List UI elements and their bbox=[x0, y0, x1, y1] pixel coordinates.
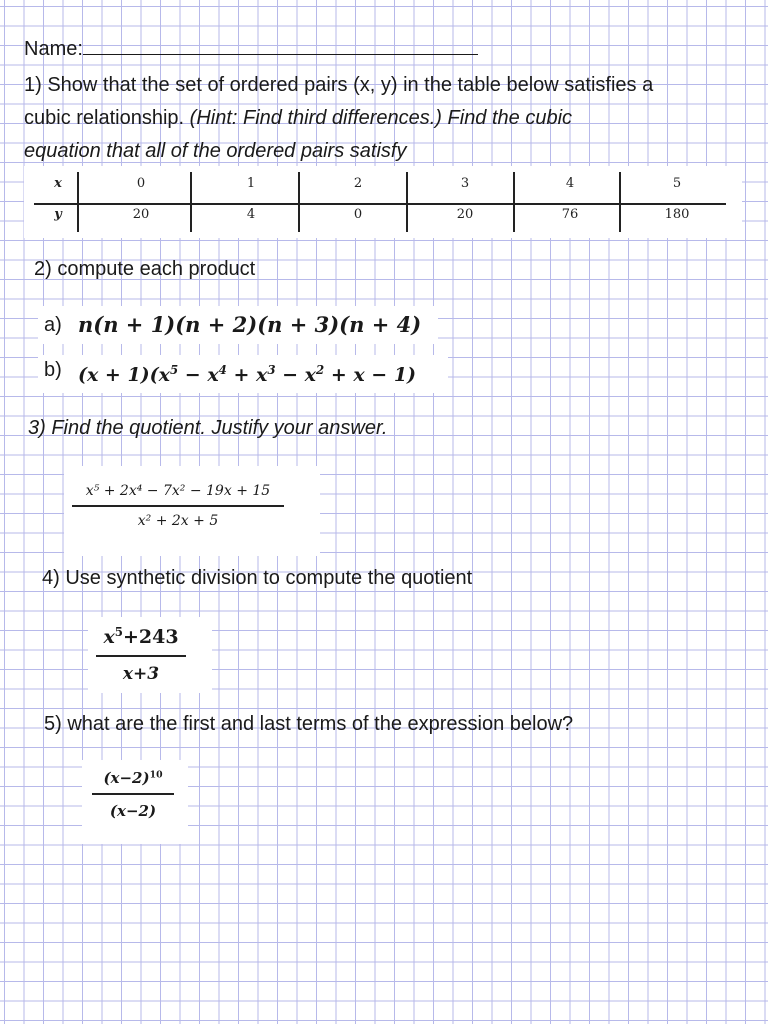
q5-fraction-bar bbox=[92, 793, 174, 795]
q1-hint: (Hint: Find third differences.) Find the cubic bbox=[189, 107, 573, 129]
q2b-exponent: 3 bbox=[267, 362, 276, 377]
q5-fraction bbox=[92, 764, 174, 825]
q2b-label: b) bbox=[44, 359, 62, 381]
table-cell: 0 bbox=[136, 176, 146, 191]
q3-numerator: x⁵ + 2x⁴ − 7x² − 19x + 15 bbox=[85, 483, 271, 499]
table-cell: 2 bbox=[353, 176, 363, 191]
q1-line3: equation that all of the ordered pairs satisfy bbox=[24, 140, 407, 162]
q2a-expression: n(n + 1)(n + 2)(n + 3)(n + 4) bbox=[78, 312, 422, 337]
q2b-expr-part: − x bbox=[178, 364, 219, 386]
q1-line2-plain: cubic relationship. bbox=[24, 107, 185, 129]
q4-numerator bbox=[96, 620, 186, 654]
q2a-label: a) bbox=[44, 314, 62, 336]
q5-exponent: 10 bbox=[149, 769, 163, 781]
q2b-exponent: 5 bbox=[170, 362, 179, 377]
q2b-expr-part: − x bbox=[275, 364, 317, 386]
table-divider-vertical bbox=[513, 172, 515, 232]
q2b-expr-part: + x bbox=[226, 364, 268, 386]
name-blank-line bbox=[83, 32, 478, 55]
name-field bbox=[24, 32, 478, 66]
q5-denominator: (x−2) bbox=[109, 801, 157, 820]
q3-prompt: 3) Find the quotient. Justify your answer. bbox=[28, 417, 388, 439]
table-x-label: x bbox=[54, 176, 62, 191]
q4-fraction bbox=[96, 620, 186, 689]
q5-prompt: 5) what are the first and last terms of the expression below? bbox=[44, 713, 574, 735]
q5-numerator bbox=[92, 764, 174, 792]
q4-prompt: 4) Use synthetic division to compute the quotient bbox=[42, 567, 473, 589]
q3-denominator: x² + 2x + 5 bbox=[137, 512, 219, 529]
table-cell: 1 bbox=[246, 176, 256, 191]
xy-table bbox=[24, 166, 742, 238]
q2b-expression bbox=[78, 358, 416, 392]
table-divider-vertical bbox=[298, 172, 300, 232]
q1-line1: 1) Show that the set of ordered pairs (x, y) in the table below satisfies a bbox=[24, 74, 654, 96]
table-y-label: y bbox=[54, 207, 62, 222]
table-divider-vertical bbox=[619, 172, 621, 232]
q2-prompt: 2) compute each product bbox=[34, 258, 256, 280]
table-cell: 180 bbox=[664, 207, 690, 222]
q4-numerator-base: x bbox=[103, 626, 115, 648]
table-divider-horizontal bbox=[34, 203, 726, 205]
q2b-expr-part: + x − 1) bbox=[324, 364, 417, 386]
table-cell: 4 bbox=[565, 176, 575, 191]
name-label: Name: bbox=[24, 38, 83, 60]
q4-fraction-bar bbox=[96, 655, 186, 657]
q2b-exponent: 4 bbox=[218, 362, 227, 377]
table-cell: 5 bbox=[672, 176, 682, 191]
q2b-expr-part: (x + 1)(x bbox=[78, 364, 170, 386]
q4-exponent: 5 bbox=[114, 624, 123, 639]
table-divider-vertical bbox=[406, 172, 408, 232]
q3-fraction-bar bbox=[72, 505, 284, 507]
q4-denominator: x+3 bbox=[122, 663, 160, 684]
table-cell: 3 bbox=[460, 176, 470, 191]
q2b-exponent: 2 bbox=[316, 362, 325, 377]
table-divider-vertical bbox=[190, 172, 192, 232]
q1-line2 bbox=[24, 101, 572, 135]
table-cell: 0 bbox=[353, 207, 363, 222]
table-cell: 20 bbox=[132, 207, 150, 222]
q3-fraction bbox=[72, 480, 284, 532]
table-cell: 20 bbox=[456, 207, 474, 222]
q5-numerator-base: (x−2) bbox=[103, 769, 150, 787]
q4-numerator-rest: +243 bbox=[122, 626, 179, 648]
table-cell: 76 bbox=[561, 207, 579, 222]
table-cell: 4 bbox=[246, 207, 256, 222]
